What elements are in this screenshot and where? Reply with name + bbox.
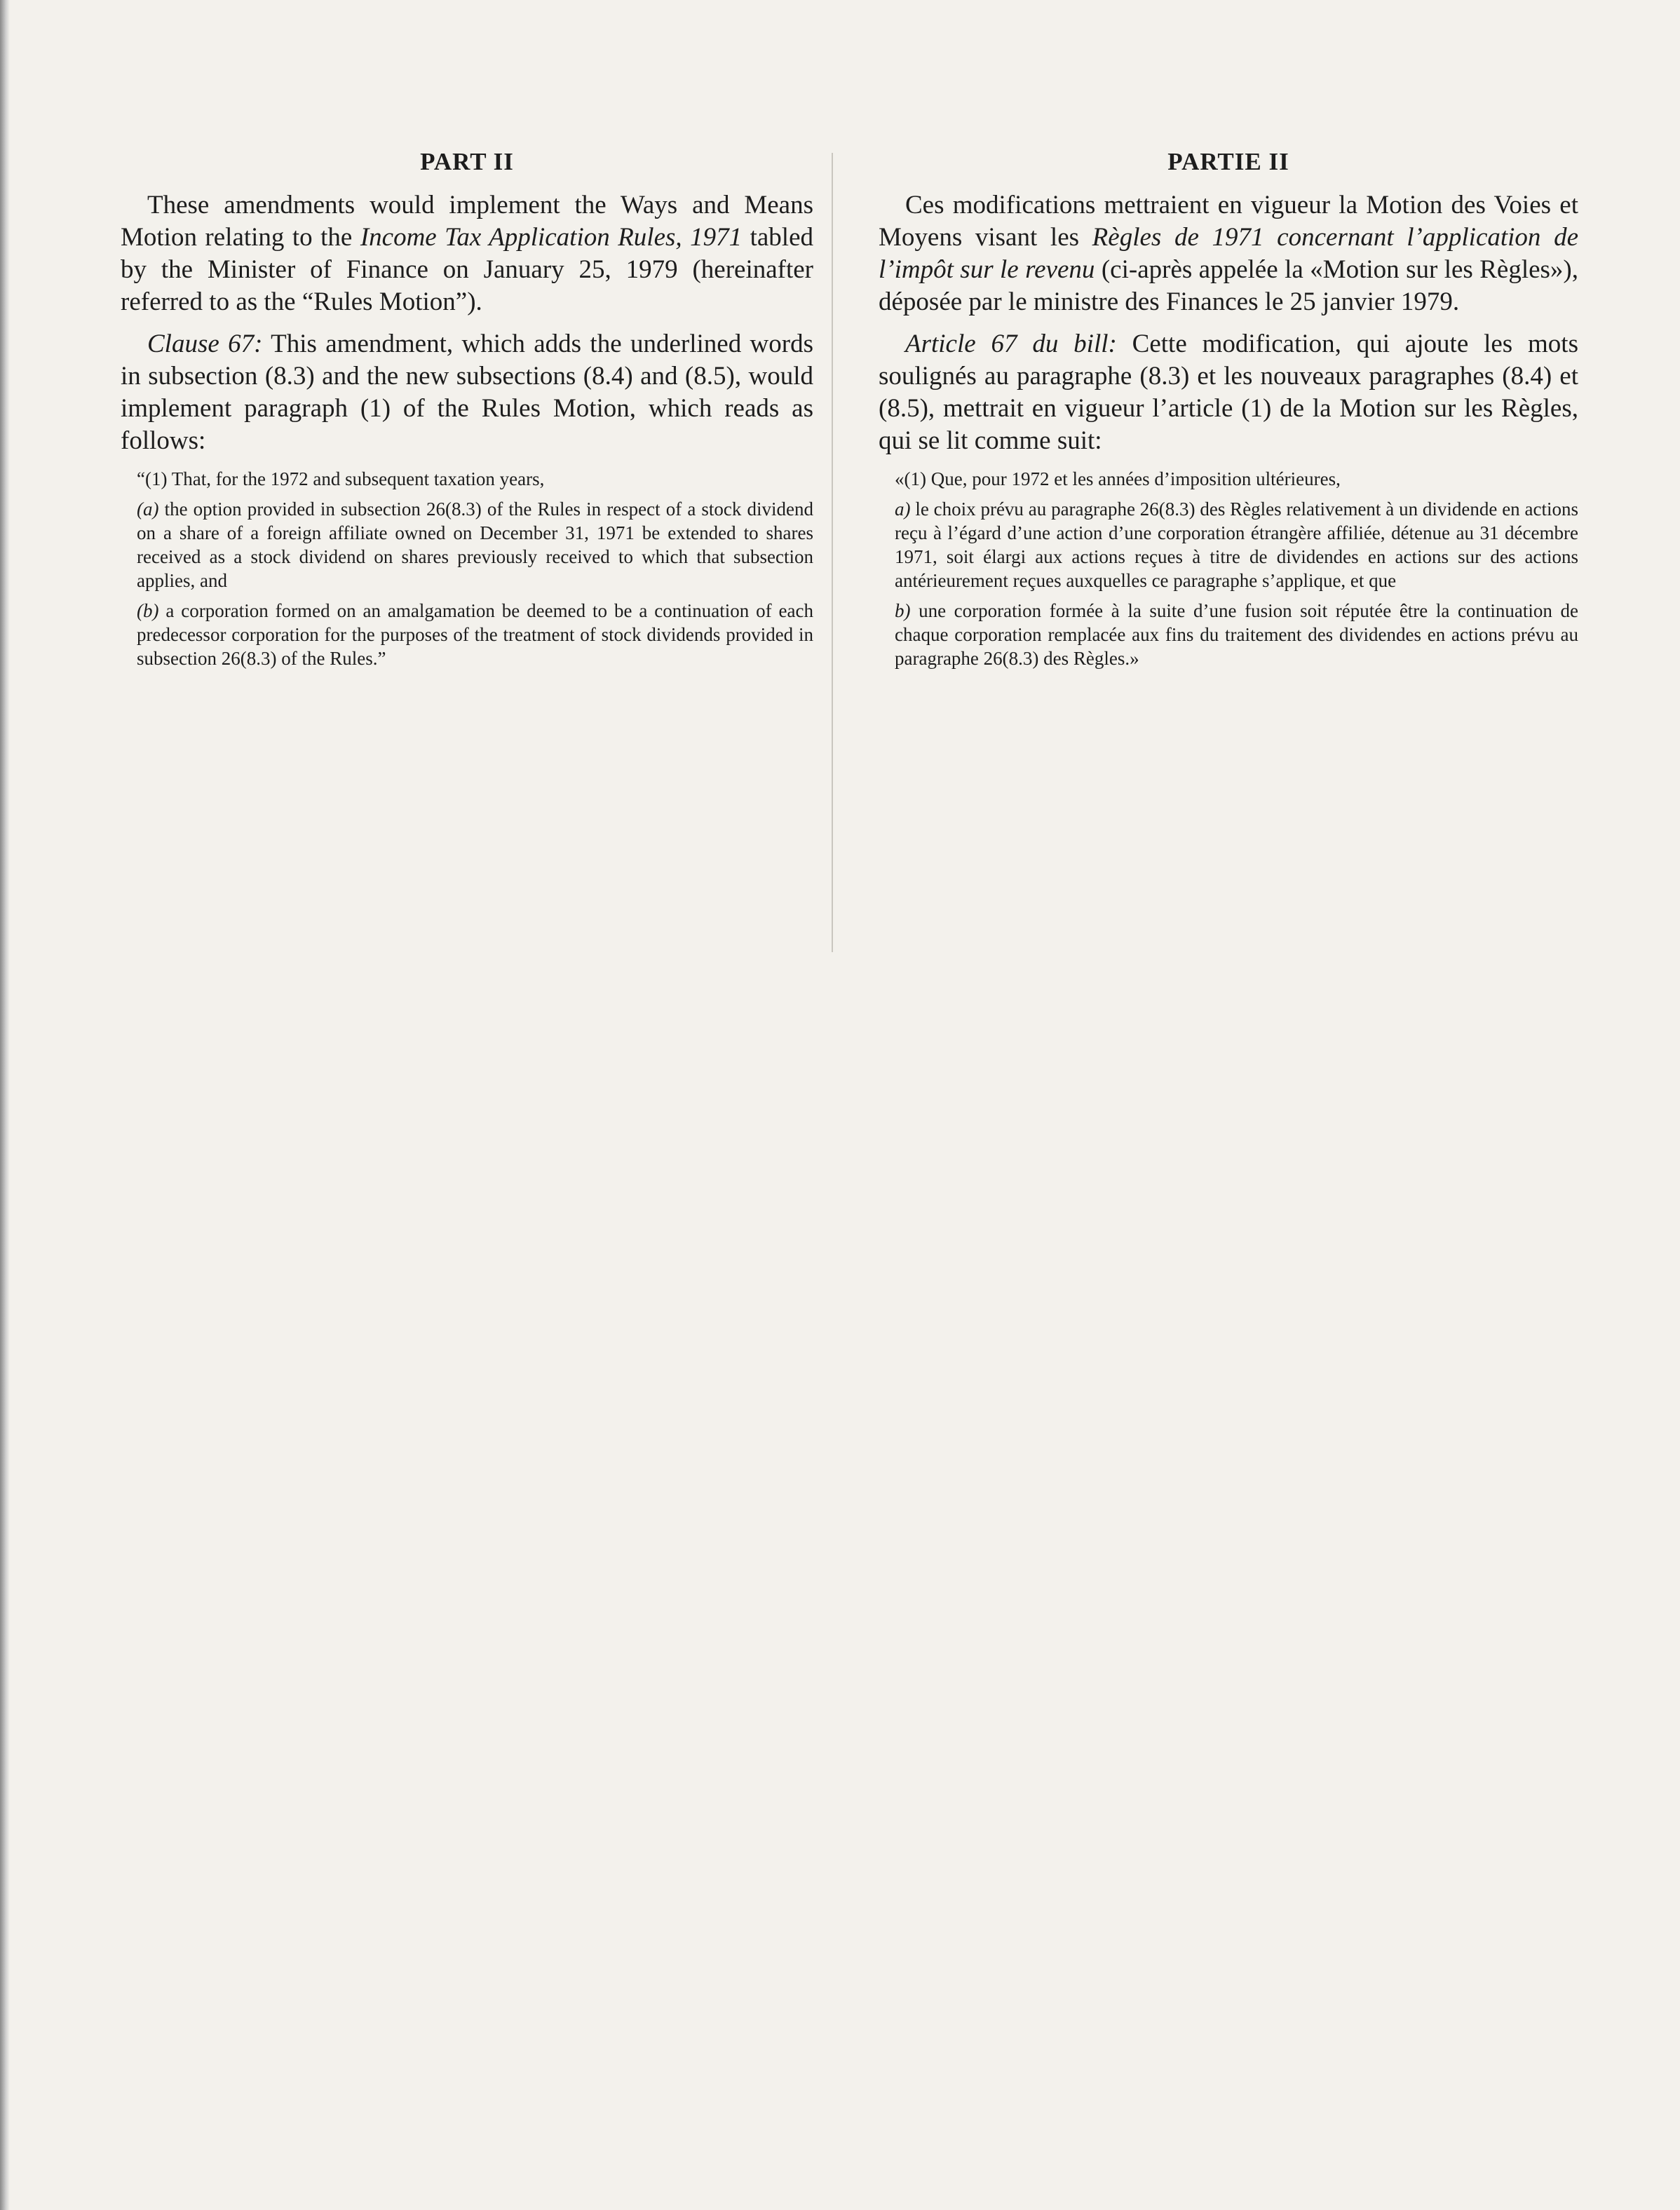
intro-text-english-2: tabled by the Minister of Finance on January 25, 1979 (hereinafter referred to as the “Rules Motion”). <box>121 223 813 316</box>
page-binding-edge <box>0 0 10 2210</box>
part-heading-french: PARTIE II <box>1167 148 1289 175</box>
clause-paragraph-french <box>879 328 1578 457</box>
quote-item-a-label-french: a) <box>895 499 911 520</box>
column-divider <box>832 153 833 952</box>
clause-label-english: Clause 67: <box>147 330 263 358</box>
rules-title-english: Income Tax Application Rules, 1971 <box>360 223 743 252</box>
quote-item-b-label-english: (b) <box>137 600 159 621</box>
clause-text-french: Cette modification, qui ajoute les mots soulignés au paragraphe (8.3) et les nouveaux paragraphes (8.4) et (8.5), mettrait en vigueur l’article (1) de la Motion sur les Règles, qui se lit comme suit: <box>879 330 1578 455</box>
intro-text-french-2: (ci-après appelée la «Motion sur les Règles»), déposée par le ministre des Finances le 25 janvier 1979. <box>879 255 1578 316</box>
clause-label-french: Article 67 du bill: <box>905 330 1117 358</box>
clause-paragraph-english <box>121 328 813 457</box>
quote-item-a-english <box>121 497 813 592</box>
clause-text-english: This amendment, which adds the underlined words in subsection (8.3) and the new subsections (8.4) and (8.5), would implement paragraph (1) of the Rules Motion, which reads as follows: <box>121 330 813 455</box>
quote-item-b-english <box>121 599 813 670</box>
intro-paragraph-french <box>879 189 1578 318</box>
quote-item-a-text-french: le choix prévu au paragraphe 26(8.3) des Règles relativement à un dividende en actions reçu à l’égard d’une action d’une corporation étrangère affiliée, détenue au 31 décembre 1971, soit élargi aux actions reçues à titre de dividendes en actions sur des actions antérieurement reçues auxquelles ce paragraphe s’applique, et que <box>895 499 1578 591</box>
quote-intro-english: “(1) That, for the 1972 and subsequent taxation years, <box>137 468 545 489</box>
quote-item-a-label-english: (a) <box>137 499 159 520</box>
quote-item-b-text-french: une corporation formée à la suite d’une fusion soit réputée être la continuation de chaque corporation remplacée aux fins du traitement des dividendes en actions prévu au paragraphe 26(8.3) des Règles.» <box>895 600 1578 669</box>
quote-item-b-label-french: b) <box>895 600 911 621</box>
quote-item-a-text-english: the option provided in subsection 26(8.3) of the Rules in respect of a stock dividend on a share of a foreign affiliate owned on December 31, 1971 be extended to shares received as a stock dividend on shares previously received to which that subsection applies, and <box>137 499 813 591</box>
quote-intro-french: «(1) Que, pour 1972 et les années d’imposition ultérieures, <box>895 468 1341 489</box>
quote-item-b-text-english: a corporation formed on an amalgamation be deemed to be a continuation of each predecessor corporation for the purposes of the treatment of stock dividends provided in subsection 26(8.3) of the Rules.” <box>137 600 813 669</box>
part-heading-english: PART II <box>420 148 514 175</box>
quote-item-b-french <box>879 599 1578 670</box>
intro-text-english-1: These amendments would implement the Ways and Means Motion relating to the <box>121 191 813 252</box>
quote-item-a-french <box>879 497 1578 592</box>
intro-text-french-1: Ces modifications mettraient en vigueur la Motion des Voies et Moyens visant les <box>879 191 1578 252</box>
rules-title-french: Règles de 1971 concernant l’application de l’impôt sur le revenu <box>879 223 1579 284</box>
intro-paragraph-english <box>121 189 813 318</box>
french-column <box>879 147 1578 677</box>
english-column <box>121 147 813 677</box>
